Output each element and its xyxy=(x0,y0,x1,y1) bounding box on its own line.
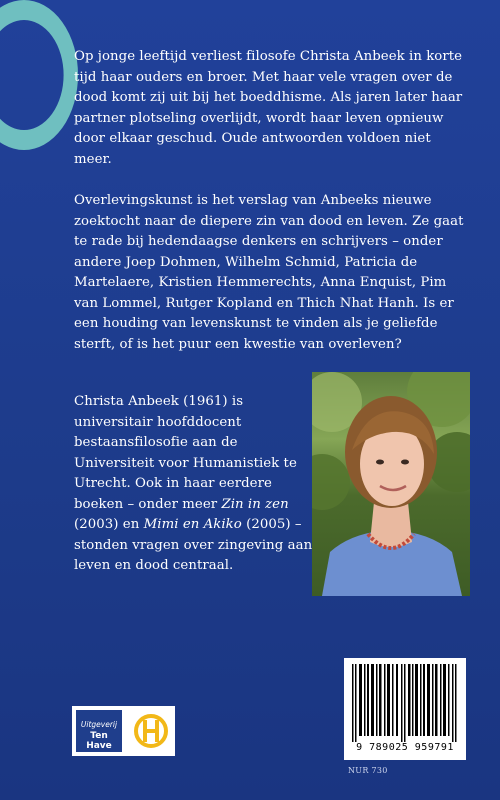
publisher-name-block xyxy=(76,710,122,752)
bio-lead: Christa Anbeek (1961) is universitair hoofddocent bestaansfilosofie aan de Universiteit voor Humanistiek te Utrecht. Ook in haar eerdere boeken – onder meer xyxy=(74,394,297,512)
book-title-zin-in-zen: Zin in zen xyxy=(221,496,289,512)
barcode xyxy=(344,658,466,760)
decorative-initial-o xyxy=(0,0,78,150)
author-bio xyxy=(74,392,314,577)
book-title-mimi-en-akiko: Mimi en Akiko xyxy=(143,517,242,532)
nur-code: NUR 730 xyxy=(348,766,388,775)
publisher-logo xyxy=(72,706,175,756)
bio-tail: (2005) – stonden vragen over zingeving aan leven en dood centraal. xyxy=(74,517,313,573)
barcode-bars-icon xyxy=(350,664,460,742)
author-photo xyxy=(312,372,470,596)
bio-mid: (2003) en xyxy=(74,517,144,532)
blurb-paragraph-1: Op jonge leeftijd verliest filosofe Christa Anbeek in korte tijd haar ouders en broer. Met haar vele vragen over de dood komt zij uit bij het boeddhisme. Als jaren later haar partner plotseling overlijdt, wordt haar leven opnieuw door elkaar geschud. Oude antwoorden voldoen niet meer. xyxy=(74,49,463,167)
blurb-paragraph-2: Overlevingskunst is het verslag van Anbeeks nieuwe zoektocht naar de diepere zin van dood en leven. Ze gaat te rade bij hedendaagse denkers en schrijvers – onder andere Joep Dohmen, Wilhelm Schmid, Patricia de Martelaere, Kristien Hemmerechts, Anna Enquist, Pim van Lommel, Rutger Kopland en Thich Nhat Hanh. Is er een houding van levenskunst te vinden als je geliefde sterft, of is het puur een kwestie van overleven? xyxy=(74,193,464,352)
publisher-h-emblem-icon xyxy=(130,710,172,752)
publisher-name: Ten Have xyxy=(86,731,112,751)
isbn-number: 9 789025 959791 xyxy=(356,742,454,753)
publisher-label: Uitgeverij xyxy=(80,720,118,729)
